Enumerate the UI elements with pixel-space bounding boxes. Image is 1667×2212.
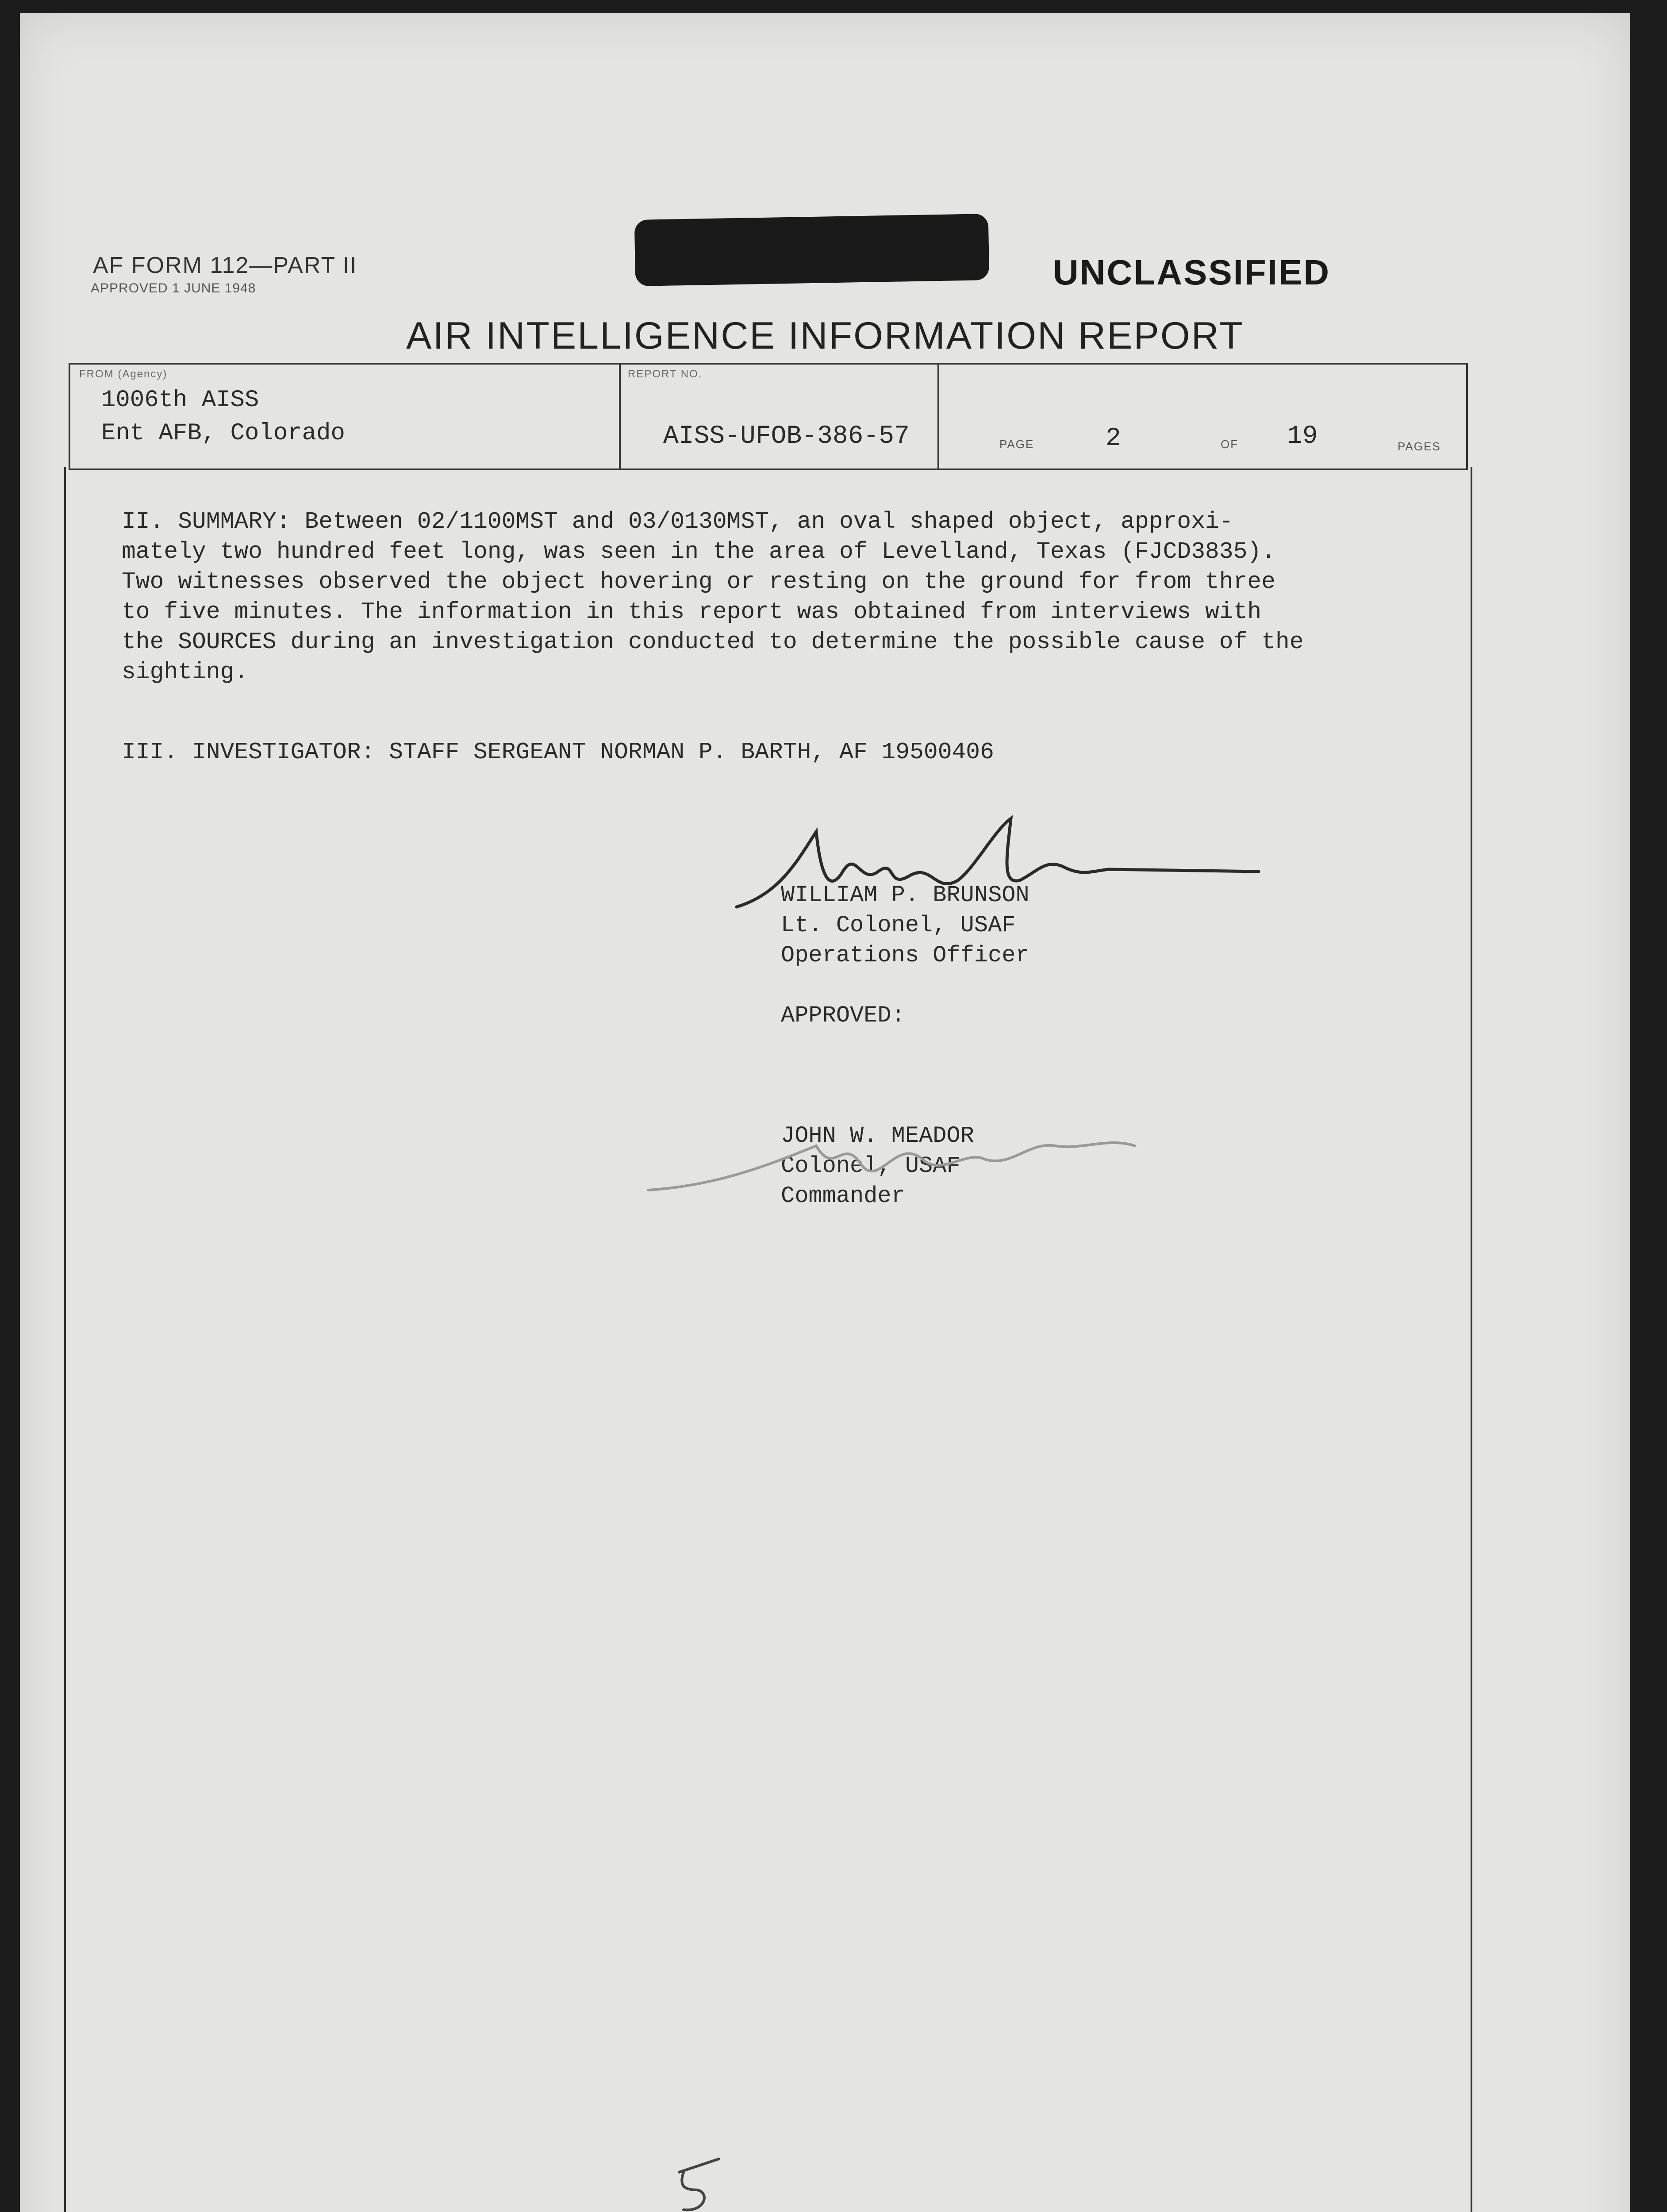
report-number: AISS-UFOB-386-57	[663, 422, 910, 451]
classification-stamp-top: UNCLASSIFIED	[1053, 253, 1331, 292]
header-divider-1	[619, 365, 621, 469]
signature-meador-handwritten	[630, 1110, 1206, 1208]
form-approved-date: APPROVED 1 JUNE 1948	[91, 281, 256, 296]
pages-label: PAGES	[1398, 440, 1441, 453]
from-label: FROM (Agency)	[79, 368, 168, 380]
document-page	[20, 13, 1630, 2212]
report-header-box	[69, 363, 1468, 470]
of-label: OF	[1221, 438, 1239, 451]
summary-paragraph: II. SUMMARY: Between 02/1100MST and 03/0130MST, an oval shaped object, approxi- mately two hundred feet long, was seen in the area of Levelland, Texas (FJCD3835). Two witnesses observed the object hovering or resting on the ground for from three to five minutes. The information in this report was obtained from interviews with the SOURCES during an investigation conducted to determine the possible cause of the sighting.	[122, 508, 1304, 685]
from-agency-line1: 1006th AISS	[101, 387, 259, 414]
total-pages: 19	[1287, 422, 1318, 451]
handwritten-page-mark	[653, 2150, 741, 2212]
form-id: AF FORM 112—PART II	[93, 253, 357, 278]
investigator-line: III. INVESTIGATOR: STAFF SERGEANT NORMAN P. BARTH, AF 19500406	[122, 739, 994, 765]
page-label: PAGE	[999, 438, 1034, 451]
header-divider-2	[937, 365, 939, 469]
signature-block: WILLIAM P. BRUNSON Lt. Colonel, USAF Operations Officer APPROVED: JOHN W. MEADOR Colonel, USAF Commander	[781, 882, 1029, 1209]
from-agency-line2: Ent AFB, Colorado	[101, 420, 345, 447]
redaction-mark-top	[634, 214, 989, 286]
report-title: AIR INTELLIGENCE INFORMATION REPORT	[406, 315, 1244, 357]
report-body-frame	[64, 467, 1472, 2212]
report-no-label: REPORT NO.	[628, 368, 703, 380]
page-number: 2	[1106, 424, 1121, 453]
